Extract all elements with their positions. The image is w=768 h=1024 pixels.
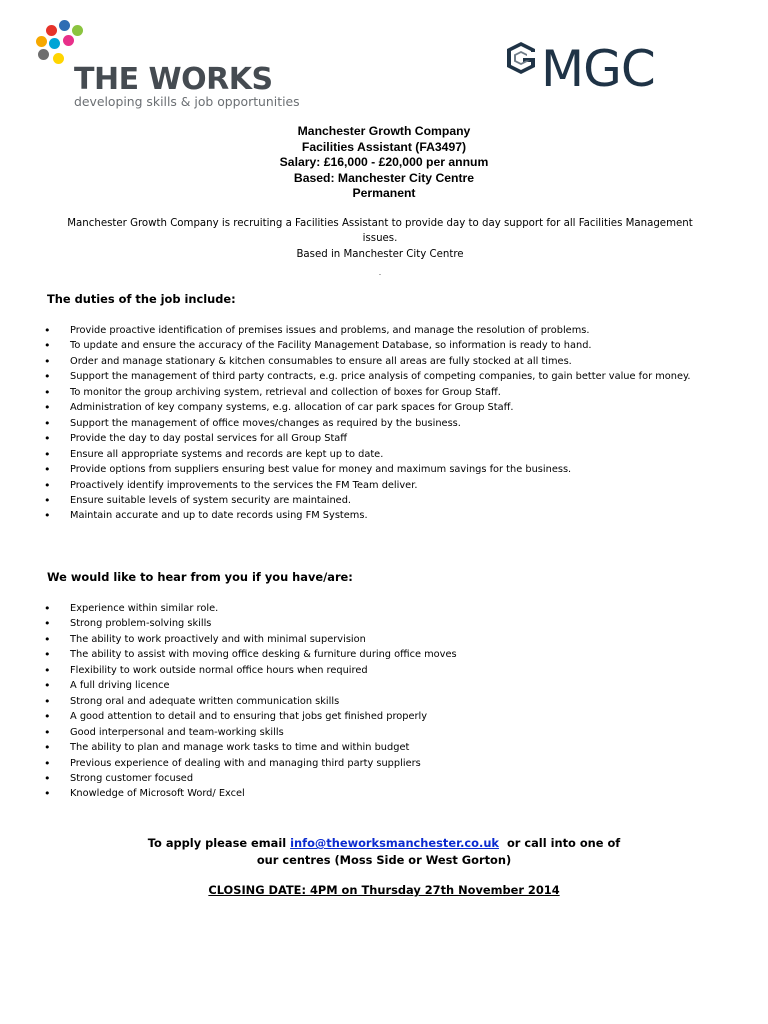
job-header: [0, 124, 768, 202]
apply-line-1: [0, 835, 768, 852]
job-salary: Salary: £16,000 - £20,000 per annum: [279, 155, 489, 169]
requirements-item: • Flexibility to work outside normal office hours when required: [44, 663, 704, 678]
requirements-heading: We would like to hear from you if you have/are:: [47, 570, 353, 584]
requirements-item: • A full driving licence: [44, 678, 704, 693]
requirements-item: • Strong problem-solving skills: [44, 616, 704, 631]
duties-item: • Support the management of office moves/changes as required by the business.: [44, 416, 704, 431]
company-name: Manchester Growth Company: [297, 124, 471, 138]
duties-item: • Order and manage stationary & kitchen consumables to ensure all areas are fully stocked at all times.: [44, 354, 704, 369]
duties-item: • Ensure suitable levels of system security are maintained.: [44, 493, 704, 508]
apply-prefix: To apply please email: [147, 836, 291, 850]
apply-line-2: our centres (Moss Side or West Gorton): [256, 853, 512, 867]
duties-item: • Administration of key company systems, e.g. allocation of car park spaces for Group Staff.: [44, 400, 704, 415]
requirements-item: • Good interpersonal and team-working skills: [44, 725, 704, 740]
job-role: Facilities Assistant (FA3497): [301, 139, 467, 154]
the-works-logo: [34, 20, 304, 112]
duties-item: • To update and ensure the accuracy of the Facility Management Database, so information is ready to hand.: [44, 338, 704, 353]
duties-item: • Ensure all appropriate systems and records are kept up to date.: [44, 447, 704, 462]
duties-item: • Provide the day to day postal services for all Group Staff: [44, 431, 704, 446]
closing-date: CLOSING DATE: 4PM on Thursday 27th November 2014: [208, 883, 560, 897]
duties-item: • Support the management of third party contracts, e.g. price analysis of competing companies, to gain better value for money.: [44, 369, 704, 384]
requirements-list: [44, 601, 704, 802]
mgc-mark-icon: [503, 40, 539, 76]
requirements-item: • A good attention to detail and to ensuring that jobs get finished properly: [44, 709, 704, 724]
mgc-name: MGC: [541, 40, 655, 98]
apply-email-link[interactable]: info@theworksmanchester.co.uk: [290, 836, 500, 850]
job-location: Based: Manchester City Centre: [293, 170, 475, 185]
apply-suffix: or call into one of: [499, 836, 621, 850]
requirements-item: • Previous experience of dealing with and managing third party suppliers: [44, 756, 704, 771]
requirements-item: • Strong customer focused: [44, 771, 704, 786]
job-contract: Permanent: [352, 186, 416, 200]
requirements-item: • Experience within similar role.: [44, 601, 704, 616]
intro-location: Based in Manchester City Centre: [296, 248, 464, 260]
requirements-item: • The ability to assist with moving office desking & furniture during office moves: [44, 647, 704, 662]
duties-item: • Provide proactive identification of premises issues and problems, and manage the resolution of problems.: [44, 323, 704, 338]
duties-list: [44, 323, 704, 524]
the-works-name: THE WORKS: [74, 62, 273, 97]
requirements-item: • Strong oral and adequate written communication skills: [44, 694, 704, 709]
duties-item: • Proactively identify improvements to the services the FM Team deliver.: [44, 478, 704, 493]
duties-item: • To monitor the group archiving system, retrieval and collection of boxes for Group Staff.: [44, 385, 704, 400]
duties-heading: The duties of the job include:: [47, 292, 236, 306]
the-works-tagline: developing skills & job opportunities: [74, 94, 300, 109]
requirements-item: • The ability to plan and manage work tasks to time and within budget: [44, 740, 704, 755]
apply-section: [0, 835, 768, 869]
intro-text: Manchester Growth Company is recruiting a Facilities Assistant to provide day to day support for all Facilities Management issues.: [67, 218, 693, 245]
mgc-logo: [503, 38, 698, 100]
requirements-item: • Knowledge of Microsoft Word/ Excel: [44, 786, 704, 801]
intro-mark: .: [378, 269, 382, 278]
job-intro: [50, 216, 710, 278]
requirements-item: • The ability to work proactively and with minimal supervision: [44, 632, 704, 647]
duties-item: • Provide options from suppliers ensuring best value for money and maximum savings for the business.: [44, 462, 704, 477]
duties-item: • Maintain accurate and up to date records using FM Systems.: [44, 508, 704, 523]
